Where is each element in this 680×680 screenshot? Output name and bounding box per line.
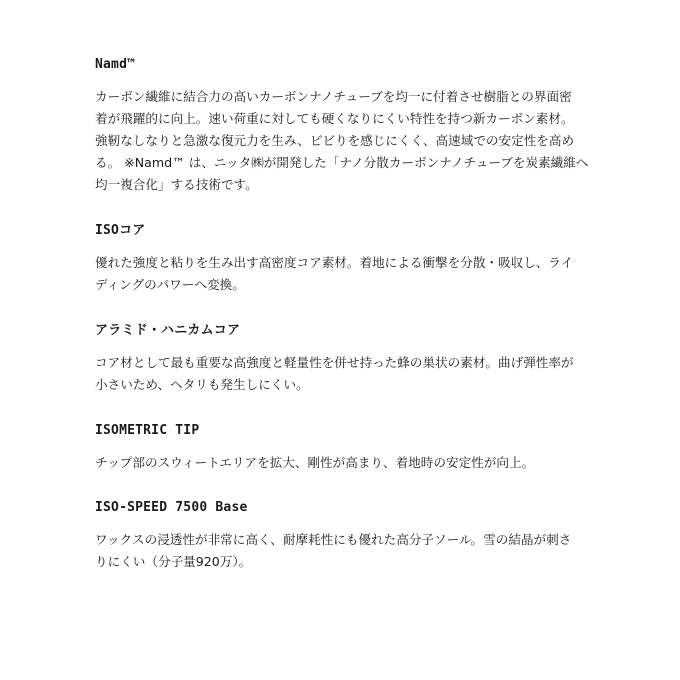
section-heading: ISOコア bbox=[95, 223, 146, 238]
section-heading: アラミド・ハニカムコア bbox=[95, 323, 241, 338]
section-description: カーボン繊維に結合力の高いカーボンナノチューブを均一に付着させ樹脂との界面密 着が飛躍的に向上。速い荷重に対しても硬くなりにくい特性を持つ新カーボン素材。 強靭なしなりと急激な復元力を生み、ビビりを感じにくく、高速域での安定性を高め る。 ※Namd™ は、ニッタ㈱が開発した「ナノ分散カーボンナノチューブを炭素繊維へ 均一複合化」する技術です。 bbox=[95, 89, 589, 192]
section-description: チップ部のスウィートエリアを拡大、剛性が高まり、着地時の安定性が向上。 bbox=[95, 455, 535, 470]
section-heading: ISOMETRIC TIP bbox=[95, 423, 200, 438]
spec-document bbox=[95, 56, 615, 573]
section-namd bbox=[95, 56, 615, 196]
section-heading: Namd™ bbox=[95, 57, 136, 72]
section-description: コア材として最も重要な高強度と軽量性を併せ持った蜂の巣状の素材。曲げ弾性率が 小さいため、ヘタリも発生しにくい。 bbox=[95, 355, 574, 392]
section-iso-core bbox=[95, 222, 615, 296]
section-heading: ISO-SPEED 7500 Base bbox=[95, 500, 248, 515]
section-isometric-tip bbox=[95, 422, 615, 474]
section-iso-speed-base bbox=[95, 499, 615, 573]
section-description: 優れた強度と粘りを生み出す高密度コア素材。着地による衝撃を分散・吸収し、ライ ディングのパワーへ変換。 bbox=[95, 255, 574, 292]
section-aramid-honeycomb-core bbox=[95, 322, 615, 396]
section-description: ワックスの浸透性が非常に高く、耐摩耗性にも優れた高分子ソール。雪の結晶が刺さ りにくい（分子量920万）。 bbox=[95, 532, 572, 569]
